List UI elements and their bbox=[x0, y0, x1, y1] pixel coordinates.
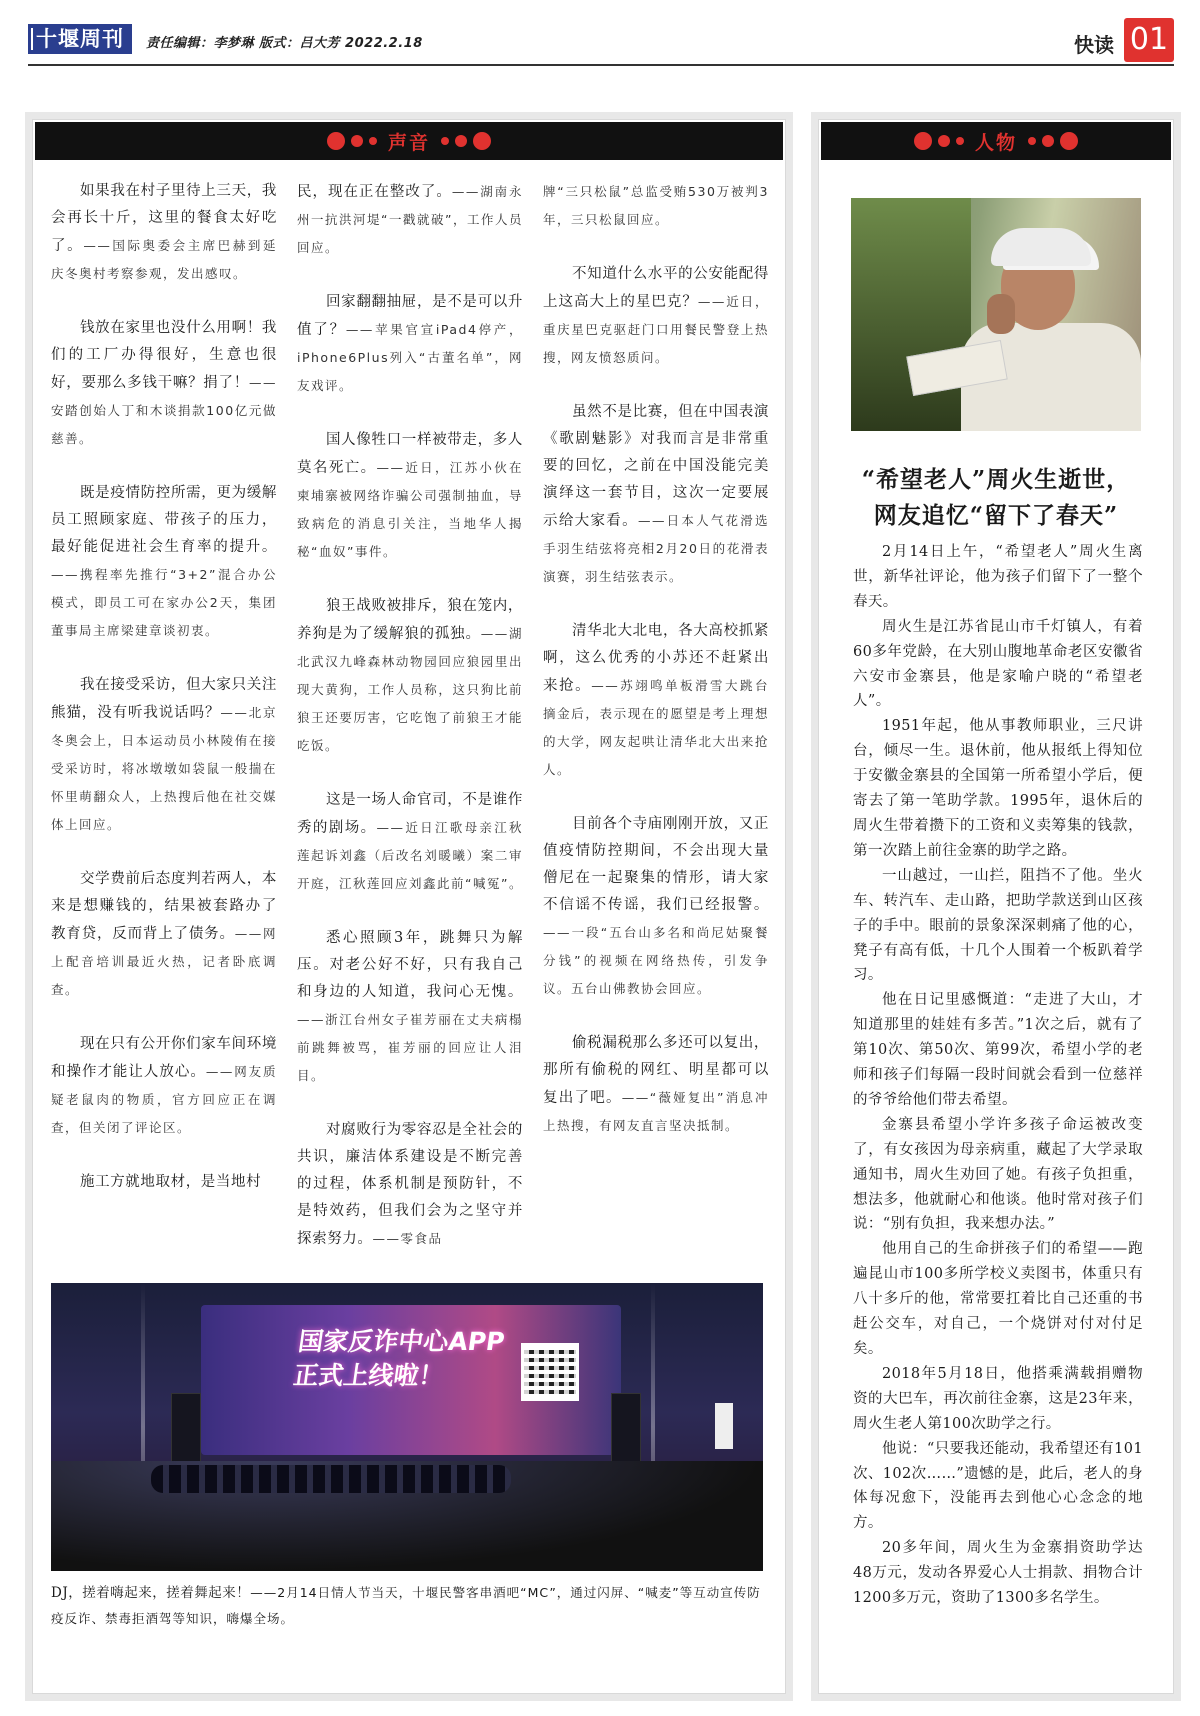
quote-text: 国人像牲口一样被带走，多人莫名死亡。 bbox=[297, 432, 523, 476]
photo-caption bbox=[51, 1580, 769, 1632]
quote-item bbox=[51, 672, 277, 839]
dot-icon bbox=[327, 132, 345, 150]
quote-source: ——安踏创始人丁和木谈捐款100亿元做慈善。 bbox=[51, 375, 277, 446]
quote-item bbox=[297, 289, 523, 400]
quote-text: 既是疫情防控所需，更为缓解员工照顾家庭、带孩子的压力，最好能促进社会生育率的提升。 bbox=[51, 485, 277, 555]
quote-text: 目前各个寺庙刚刚开放，又正值疫情防控期间，不会出现大量僧尼在一起聚集的情形，请大家不信谣不传谣，我们已经报警。 bbox=[543, 816, 769, 913]
quote-item bbox=[297, 925, 523, 1090]
quote-item bbox=[51, 178, 277, 288]
article-paragraph: 金寨县希望小学许多孩子命运被改变了，有女孩因为母亲病重，藏起了大学录取通知书，周火生劝回了她。有孩子负担重，想法多，他就耐心和他谈。他时常对孩子们说：“别有负担，我来想办法。” bbox=[853, 1116, 1143, 1233]
dot-icon bbox=[1028, 137, 1036, 145]
quote-text: 交学费前后态度判若两人，本来是想赚钱的，结果被套路办了教育贷，反而背上了债务。 bbox=[51, 871, 277, 942]
article-paragraph: 20多年间，周火生为金寨捐资助学达48万元，发动各界爱心人士捐款、捐物合计1200多万元，资助了1300多名学生。 bbox=[853, 1540, 1143, 1607]
quote-source: ——苏翊鸣单板滑雪大跳台摘金后，表示现在的愿望是考上理想的大学，网友起哄让清华北大出来抢人。 bbox=[543, 678, 769, 777]
section-title: 人物 bbox=[974, 131, 1017, 154]
people-section-bar bbox=[821, 122, 1171, 160]
quote-source: ——一段“五台山多名和尚尼姑聚餐分钱”的视频在网络热传，引发争议。五台山佛教协会回应。 bbox=[543, 925, 769, 996]
dot-icon bbox=[455, 135, 467, 147]
elderly-man-portrait bbox=[851, 198, 1141, 431]
people-panel bbox=[818, 119, 1174, 1694]
quote-item bbox=[543, 261, 769, 372]
quote-text: 我在接受采访，但大家只关注熊猫，没有听我说话吗？ bbox=[51, 677, 277, 721]
dot-icon bbox=[441, 137, 449, 145]
quote-item bbox=[297, 427, 523, 566]
quote-item bbox=[297, 1117, 523, 1253]
quote-text: 悉心照顾3年，跳舞只为解压。对老公好不好，只有我自己和身边的人知道，我问心无愧。 bbox=[297, 930, 523, 1000]
dot-icon bbox=[351, 135, 363, 147]
quote-item bbox=[51, 315, 277, 453]
quote-text: 施工方就地取材，是当地村 bbox=[80, 1174, 262, 1190]
quote-text: 不知道什么水平的公安能配得上这高大上的星巴克？ bbox=[543, 266, 769, 310]
quote-source: ——近日，重庆星巴克驱赶门口用餐民警登上热搜，网友愤怒质问。 bbox=[543, 294, 769, 365]
logo-mark-icon bbox=[31, 28, 37, 50]
quote-column-3 bbox=[543, 178, 769, 1167]
article-paragraph: 他说：“只要我还能动，我希望还有101次、102次……”遗憾的是，此后，老人的身体每况愈下，没能再去到他心心念念的地方。 bbox=[853, 1440, 1143, 1532]
editor-info: 责任编辑：李梦琳 版式：吕大芳 2022.2.18 bbox=[146, 36, 423, 51]
quote-source: ——网上配音培训最近火热，记者卧底调查。 bbox=[51, 926, 277, 997]
quote-column-1 bbox=[51, 178, 277, 1223]
newspaper-logo bbox=[28, 24, 132, 54]
quote-source: ——湖南永州一抗洪河堤“一戳就破”，工作人员回应。 bbox=[297, 184, 523, 255]
quote-text: 偷税漏税那么多还可以复出，那所有偷税的网红、明星都可以复出了吧。 bbox=[543, 1035, 769, 1106]
caption-lead: DJ，搓着嗨起来，搓着舞起来！ bbox=[51, 1585, 251, 1601]
logo-text: 十堰周刊 bbox=[36, 26, 124, 51]
dot-icon bbox=[938, 135, 950, 147]
quote-item bbox=[297, 593, 523, 760]
quote-source: 牌“三只松鼠”总监受贿530万被判3年，三只松鼠回应。 bbox=[543, 184, 769, 227]
dot-icon bbox=[1042, 135, 1054, 147]
quote-source: ——携程率先推行“3+2”混合办公模式，即员工可在家办公2天，集团董事局主席梁建章谈初衷。 bbox=[51, 567, 277, 638]
voices-section-bar bbox=[35, 122, 783, 160]
quote-text: 如果我在村子里待上三天，我会再长十斤，这里的餐食太好吃了。 bbox=[51, 183, 277, 254]
dot-icon bbox=[914, 132, 932, 150]
quote-item bbox=[543, 618, 769, 784]
quote-source: ——近日，江苏小伙在柬埔寨被网络诈骗公司强制抽血，导致病危的消息引关注，当地华人揭秘“血奴”事件。 bbox=[297, 460, 523, 559]
headline-line-2: 网友追忆“留下了春天” bbox=[873, 502, 1119, 529]
headline-line-1: “希望老人”周火生逝世， bbox=[861, 466, 1131, 493]
crowd-silhouette bbox=[51, 1461, 763, 1571]
quote-item bbox=[51, 1031, 277, 1142]
quote-item bbox=[297, 178, 523, 262]
article-paragraph: 2018年5月18日，他搭乘满载捐赠物资的大巴车，再次前往金寨，这是23年来，周火生老人第100次助学之行。 bbox=[853, 1365, 1143, 1432]
quote-source: ——日本人气花滑选手羽生结弦将亮相2月20日的花滑表演赛，羽生结弦表示。 bbox=[543, 513, 769, 584]
quote-source: ——近日江歌母亲江秋莲起诉刘鑫（后改名刘暖曦）案二审开庭，江秋莲回应刘鑫此前“喊冤”。 bbox=[297, 820, 523, 891]
bar-sign bbox=[715, 1403, 733, 1449]
quote-text: 回家翻翻抽屉，是不是可以升值了？ bbox=[297, 294, 523, 338]
quote-text: 钱放在家里也没什么用啊！我们的工厂办得很好，生意也很好，要那么多钱干嘛？捐了！ bbox=[51, 320, 277, 391]
article-paragraph: 2月14日上午，“希望老人”周火生离世，新华社评论，他为孩子们留下了一整个春天。 bbox=[853, 544, 1143, 610]
article-headline bbox=[833, 462, 1159, 534]
masthead-rule bbox=[28, 64, 1174, 66]
dot-icon bbox=[369, 137, 377, 145]
article-paragraph: 一山越过，一山拦，阻挡不了他。坐火车、转汽车、走山路，把助学款送到山区孩子的手中。眼前的景象深深刺痛了他的心，凳子有高有低，十几个人围着一个板趴着学习。 bbox=[853, 867, 1143, 984]
dot-icon bbox=[1060, 132, 1078, 150]
quote-text: 清华北大北电，各大高校抓紧啊，这么优秀的小苏还不赶紧出来抢。 bbox=[543, 623, 769, 694]
quote-item bbox=[51, 866, 277, 1004]
quote-source: ——“薇娅复出”消息冲上热搜，有网友直言坚决抵制。 bbox=[543, 1090, 770, 1133]
quote-column-2 bbox=[297, 178, 523, 1280]
quote-text: 这是一场人命官司，不是谁作秀的剧场。 bbox=[297, 792, 523, 836]
phone-hand bbox=[987, 294, 1015, 334]
article-body bbox=[853, 540, 1143, 1611]
page-number: 01 bbox=[1124, 18, 1174, 62]
quote-item bbox=[297, 787, 523, 898]
bar-stage-photo bbox=[51, 1283, 763, 1571]
quote-text: 对腐败行为零容忍是全社会的共识，廉洁体系建设是不断完善的过程，体系机制是预防针，不是特效药，但我们会为之坚守并探索努力。 bbox=[297, 1122, 523, 1247]
article-paragraph: 周火生是江苏省昆山市千灯镇人，有着60多年党龄，在大别山腹地革命老区安徽省六安市金寨县，他是家喻户晓的“希望老人”。 bbox=[853, 618, 1143, 710]
white-cap bbox=[991, 228, 1091, 266]
quote-item bbox=[543, 1030, 769, 1140]
caption-source: ——2月14日情人节当天，十堰民警客串酒吧“MC”，通过闪屏、“喊麦”等互动宣传防疫反诈、禁毒拒酒驾等知识，嗨爆全场。 bbox=[51, 1585, 761, 1626]
quote-source: ——浙江台州女子崔芳丽在丈夫病榻前跳舞被骂，崔芳丽的回应让人泪目。 bbox=[297, 1012, 523, 1083]
qr-code-icon bbox=[521, 1343, 579, 1401]
quote-text: 民，现在正在整改了。 bbox=[297, 184, 452, 200]
quote-item bbox=[51, 1169, 277, 1196]
speaker-icon bbox=[611, 1393, 641, 1463]
quote-source: ——国际奥委会主席巴赫到延庆冬奥村考察参观，发出感叹。 bbox=[51, 238, 277, 281]
section-title: 声音 bbox=[387, 131, 430, 154]
voices-panel bbox=[32, 119, 786, 1694]
masthead bbox=[28, 18, 1174, 66]
quote-source: ——湖北武汉九峰森林动物园回应狼园里出现大黄狗，工作人员称，这只狗比前狼王还要厉害，它吃饱了前狼王才能吃饭。 bbox=[297, 626, 523, 753]
dot-icon bbox=[956, 137, 964, 145]
quote-source: ——网友质疑老鼠肉的物质，官方回应正在调查，但关闭了评论区。 bbox=[51, 1064, 277, 1135]
section-label: 快读 bbox=[1074, 33, 1114, 57]
article-paragraph: 他在日记里感慨道：“走进了大山，才知道那里的娃娃有多苦。”1次之后，就有了第10次、第50次、第99次，希望小学的老师和孩子们每隔一段时间就会看到一位慈祥的爷爷给他们带去希望。 bbox=[853, 992, 1143, 1108]
quote-source: ——北京冬奥会上，日本运动员小林陵侑在接受采访时，将冰墩墩如袋鼠一般揣在怀里萌翻众人，上热搜后他在社交媒体上回应。 bbox=[51, 705, 277, 832]
stage-banner-text: 国家反诈中心APP正式上线啦！ bbox=[291, 1327, 507, 1390]
quote-text: 狼王战败被排斥，狼在笼内，养狗是为了缓解狼的孤独。 bbox=[297, 598, 523, 642]
quote-item bbox=[543, 178, 769, 234]
quote-item bbox=[543, 811, 769, 1003]
quote-source: ——苹果官宣iPad4停产，iPhone6Plus列入“古董名单”，网友戏评。 bbox=[297, 322, 523, 393]
article-paragraph: 他用自己的生命拼孩子们的希望——跑遍昆山市100多所学校义卖图书，体重只有八十多斤的他，常常要扛着比自己还重的书赶公交车，对自己，一个烧饼对付对付足矣。 bbox=[853, 1241, 1143, 1357]
quote-source: ——零食品 bbox=[372, 1231, 443, 1246]
quote-text: 虽然不是比赛，但在中国表演《歌剧魅影》对我而言是非常重要的回忆，之前在中国没能完美演绎这一套节目，这次一定要展示给大家看。 bbox=[543, 404, 769, 529]
quote-item bbox=[543, 399, 769, 591]
quote-item bbox=[51, 480, 277, 645]
speaker-icon bbox=[171, 1393, 201, 1463]
article-paragraph: 1951年起，他从事教师职业，三尺讲台，倾尽一生。退休前，他从报纸上得知位于安徽金寨县的全国第一所希望小学后，便寄去了第一笔助学款。1995年，退休后的周火生带着攒下的工资和义卖筹集的钱款，第一次踏上前往金寨的助学之路。 bbox=[853, 718, 1143, 859]
dot-icon bbox=[473, 132, 491, 150]
quote-text: 现在只有公开你们家车间环境和操作才能让人放心。 bbox=[51, 1036, 277, 1080]
bus-window bbox=[851, 198, 971, 431]
